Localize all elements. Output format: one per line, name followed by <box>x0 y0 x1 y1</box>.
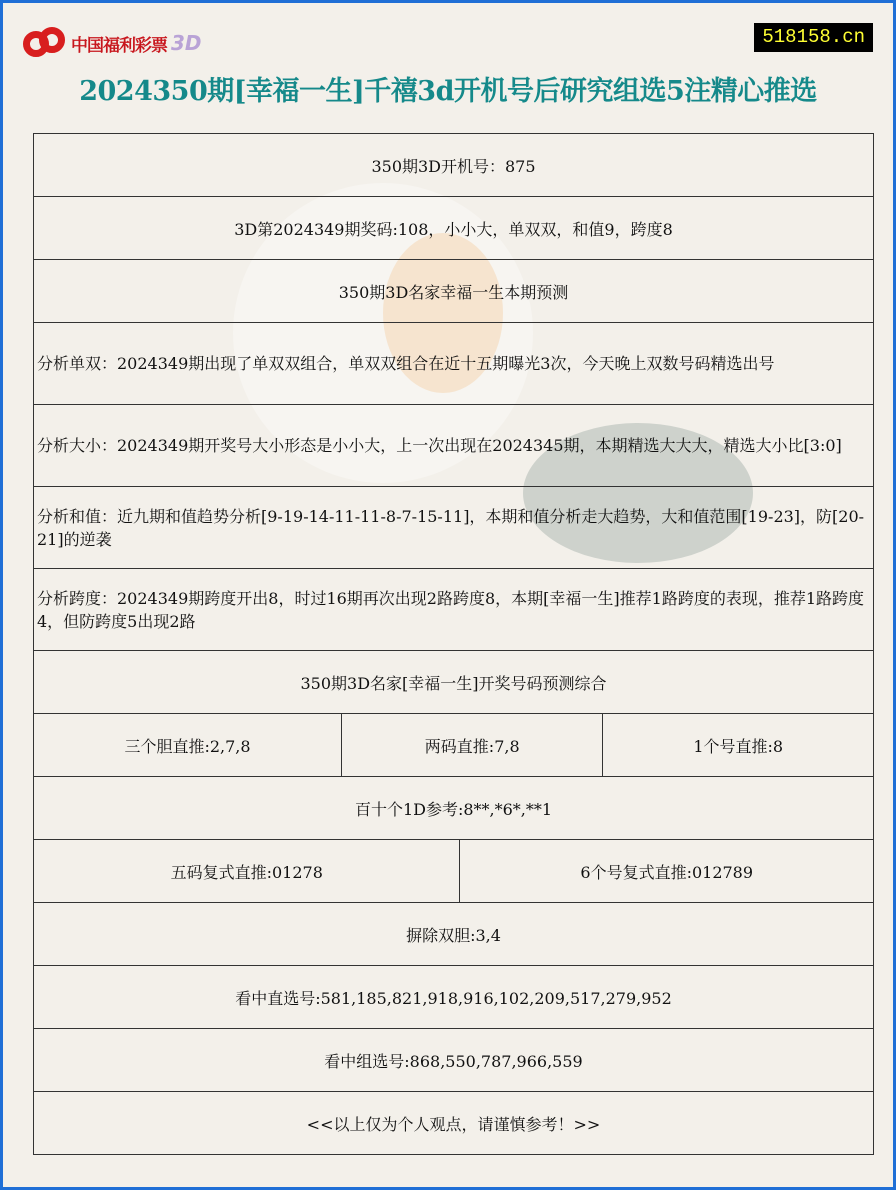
direct-picks: 看中直选号:581,185,821,918,916,102,209,517,279,952 <box>34 966 874 1029</box>
last-draw: 3D第2024349期奖码:108，小小大，单双双，和值9，跨度8 <box>34 197 874 260</box>
exclude-dan: 摒除双胆:3,4 <box>34 903 874 966</box>
section-heading: 350期3D名家幸福一生本期预测 <box>34 260 874 323</box>
position-reference: 百十个1D参考:8**,*6*,**1 <box>34 777 874 840</box>
logo-3d: 3D <box>171 31 202 55</box>
five-code: 五码复式直推:01278 <box>34 840 460 903</box>
analysis-size: 分析大小：2024349期开奖号大小形态是小小大，上一次出现在2024345期，本期精选大大大，精选大小比[3:0] <box>34 405 874 487</box>
summary-heading: 350期3D名家[幸福一生]开奖号码预测综合 <box>34 651 874 714</box>
logo-text: 中国福利彩票 <box>71 35 167 56</box>
analysis-odd-even: 分析单双：2024349期出现了单双双组合，单双双组合在近十五期曝光3次，今天晚上双数号码精选出号 <box>34 323 874 405</box>
analysis-span: 分析跨度：2024349期跨度开出8，时过16期再次出现2路跨度8，本期[幸福一生]推荐1路跨度的表现，推荐1路跨度4，但防跨度5出现2路 <box>34 569 874 651</box>
page-title: 2024350期[幸福一生]千禧3d开机号后研究组选5注精心推选 <box>79 76 817 107</box>
disclaimer: <<以上仅为个人观点，请谨慎参考！>> <box>34 1092 874 1155</box>
site-badge[interactable]: 518158.cn <box>754 23 873 52</box>
prediction-table <box>33 133 874 1155</box>
two-code: 两码直推:7,8 <box>342 714 603 777</box>
logo-icon <box>23 23 67 63</box>
opening-number: 350期3D开机号：875 <box>34 134 874 197</box>
six-code: 6个号复式直推:012789 <box>460 840 874 903</box>
three-dan: 三个胆直推:2,7,8 <box>34 714 342 777</box>
analysis-sum: 分析和值：近九期和值趋势分析[9-19-14-11-11-8-7-15-11]，本期和值分析走大趋势，大和值范围[19-23]，防[20-21]的逆袭 <box>34 487 874 569</box>
lottery-logo <box>23 23 202 63</box>
one-code: 1个号直推:8 <box>603 714 874 777</box>
group-picks: 看中组选号:868,550,787,966,559 <box>34 1029 874 1092</box>
